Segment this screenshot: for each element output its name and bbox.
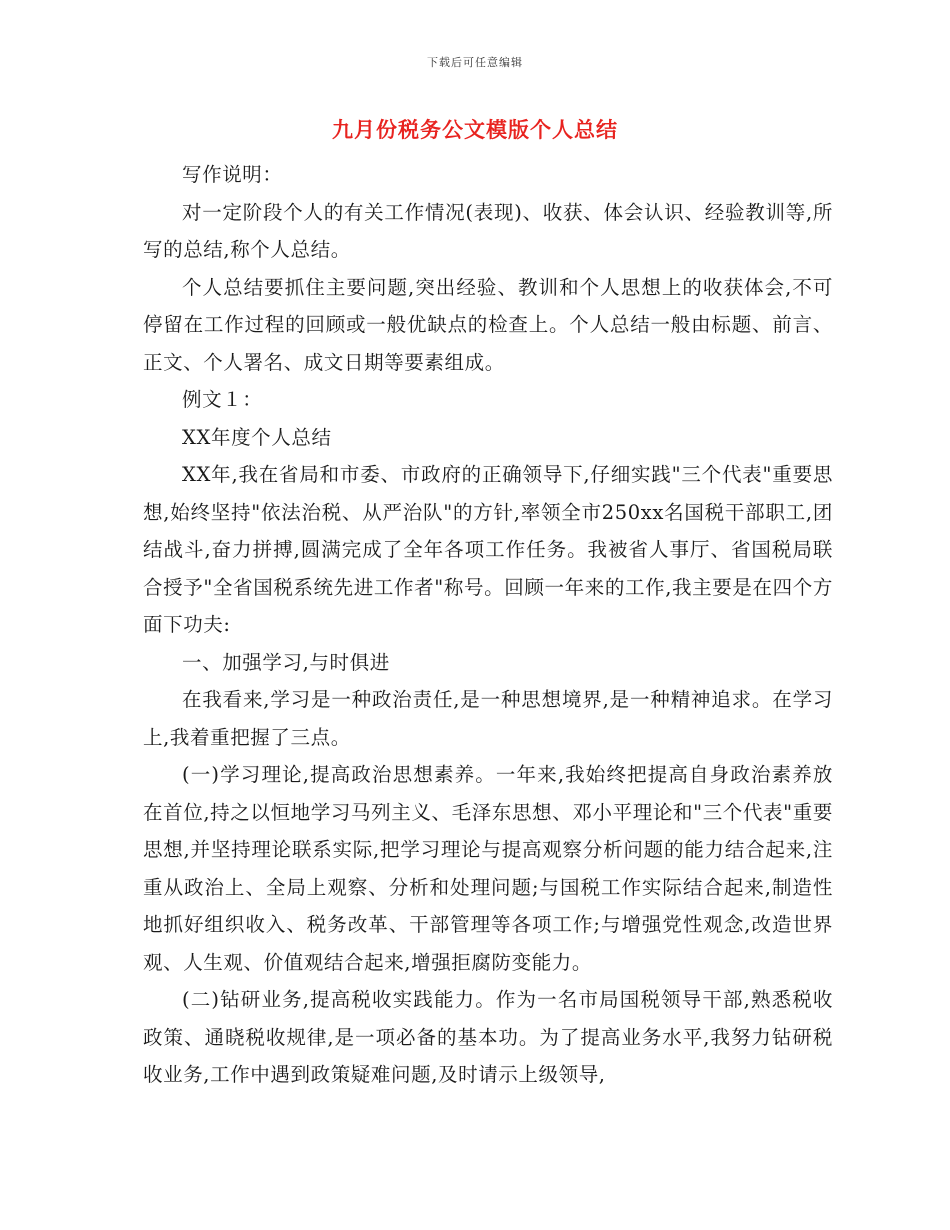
paragraph-requirements: 个人总结要抓住主要问题,突出经验、教训和个人思想上的收获体会,不可停留在工作过程的回顾或一般优缺点的检查上。个人总结一般由标题、前言、正文、个人署名、成文日期等要素组成。 bbox=[143, 275, 833, 374]
paragraph-section-one-heading: 一、加强学习,与时俱进 bbox=[182, 650, 390, 674]
paragraph-definition: 对一定阶段个人的有关工作情况(表现)、收获、体会认识、经验教训等,所写的总结,称个人总结。 bbox=[143, 200, 833, 261]
paragraph-example-label: 例文１： bbox=[182, 388, 263, 411]
paragraph-annual-summary: XX年,我在省局和市委、市政府的正确领导下,仔细实践"三个代表"重要思想,始终坚持"依法治税、从严治队"的方针,率领全市250xx名国税干部职工,团结战斗,奋力拼搏,圆满完成了全年各项工作任务。我被省人事厅、省国税局联合授予"全省国税系统先进工作者"称号。回顾一年来的工作,我主要是在四个方面下功夫: bbox=[143, 463, 833, 636]
paragraph-example-title: XX年度个人总结 bbox=[182, 425, 332, 449]
document-body bbox=[143, 156, 833, 1094]
paragraph-writing-note-heading: 写作说明： bbox=[182, 163, 283, 186]
document-title: 九月份税务公文模版个人总结 bbox=[332, 117, 618, 142]
paragraph-learning-intro: 在我看来,学习是一种政治责任,是一种思想境界,是一种精神追求。在学习上,我着重把握了三点。 bbox=[143, 688, 833, 749]
paragraph-business-study: (二)钻研业务,提高税收实践能力。作为一名市局国税领导干部,熟悉税收政策、通晓税收规律,是一项必备的基本功。为了提高业务水平,我努力钻研税收业务,工作中遇到政策疑难问题,及时请示上级领导, bbox=[143, 988, 833, 1086]
paragraph-theory-study: (一)学习理论,提高政治思想素养。一年来,我始终把提高自身政治素养放在首位,持之以恒地学习马列主义、毛泽东思想、邓小平理论和"三个代表"重要思想,并坚持理论联系实际,把学习理论与提高观察分析问题的能力结合起来,注重从政治上、全局上观察、分析和处理问题;与国税工作实际结合起来,制造性地抓好组织收入、税务改革、干部管理等各项工作;与增强党性观念,改造世界观、人生观、价值观结合起来,增强拒腐防变能力。 bbox=[143, 763, 833, 974]
header-note: 下载后可任意编辑 bbox=[427, 56, 523, 69]
